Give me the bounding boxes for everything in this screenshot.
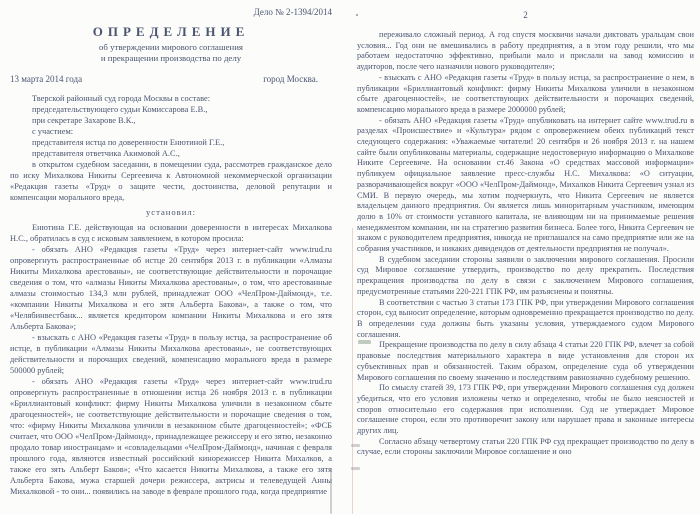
- court-composition-line: представителя ответчика Акимовой А.С.,: [32, 149, 180, 158]
- paragraph: В судебном заседании стороны заявили о заключении мирового соглашения. Просили суд Мировое соглашение утвердить, производство по делу прекратить. Последствия прекращения производства по делу в связи с заключением Мирового соглашения, предусмотренные статьями 220-221 ГПК РФ, им разъяснены и понятны.: [357, 254, 694, 296]
- paragraph: переживало сложный период. А год спустя москвичи начали диктовать уральцам свои условия... Год они не вмешивались в работу предприятия, а в этом году решили, что мы работаем недостаточно эффективно, прибыли мало и прислали на завод комиссию и аудиторов, после чего назначили нового руководителя»;: [357, 30, 694, 72]
- paragraph: По смыслу статей 39, 173 ГПК РФ, при утверждении Мирового соглашения суд должен убедиться, что его условия изложены четко и определенно, чтобы не было неясностей и споров относительно его содержания при исполнении. Суд не утверждает Мировое соглашение сторон, если это противоречит закону или нарушает права и законные интересы других лиц.: [357, 383, 694, 436]
- court-composition-line: председательствующего судьи Комиссарова Е.В.,: [32, 105, 208, 114]
- court-composition-line: с участием:: [32, 127, 74, 136]
- resolution-word: установил:: [145, 207, 196, 217]
- court-composition-line: Тверской районный суд города Москвы в составе:: [32, 94, 211, 103]
- paragraph: Согласно абзацу четвертому статьи 220 ГПК РФ суд прекращает производство по делу в случае, если стороны заключили Мировое соглашение и оно: [357, 436, 694, 457]
- paragraph: - обязать АНО «Редакция газеты «Труд» через интернет-сайт www.trud.ru опровергнуть распространенные в отношении истца 26 ноября 2013 г. в публикации «Бриллиантовый конфликт: фирму Никиты Михалкова уличили в незаконном сбыте драгоценностей», не соответствующие действительности и порочащие сведения о том, что: «фирму Никиты Михалкова уличили в незаконном сбыте драгоценностей»; «ФСБ считает, что ООО «ЧелПром-Даймонд», принадлежащее режиссеру и его зятю, незаконно продало товар иностранцам» и «совладельцами «ЧелПром-Даймонд», начиная с февраля прошлого года, являются известный российский кинорежиссер Никита Михалков, а также его зять Альберт Баков»; «Что касается Никиты Михалкова, а также его зятя Альберта Бакова, мужа старшей дочери режиссера, актрисы и телеведущей Анны Михалковой - то они... появились на заводе в феврале прошлого года, когда предприятие: [10, 377, 332, 496]
- scan-artifact-dot: [356, 14, 358, 16]
- paragraph: - обязать АНО «Редакция газеты «Труд» через интернет-сайт www.trud.ru опровергнуть распространенные об истце 20 сентября 2013 г. в публикации «Алмазы Никиты Михалкова арестованы», не соответствующие действительности и порочащие сведения о том, что «алмазы Никиты Михалкова арестованы», о том, что арестованные алмазы стоимостью 134,3 млн рублей, принадлежат ООО «ЧелПром-Даймонд», т.е. «компании Никиты Михалкова и его зятя Альберта Бакова», а также о том, что «Челябинвестбанк... является кредитором компании Никиты Михалкова и его зятя Альберта Бакова»;: [10, 245, 332, 331]
- page1-body: [10, 222, 332, 497]
- page-2: [357, 6, 694, 458]
- document-date: 13 марта 2014 года: [10, 74, 83, 84]
- paragraph: В соответствии с частью 3 статьи 173 ГПК РФ, при утверждении Мирового соглашения сторон, суд выносит определение, которым одновременно прекращается производство по делу. В определении суда должны быть указаны условия, утверждаемого судом Мирового соглашения.: [357, 297, 694, 339]
- document-subtitle-line1: об утверждении мирового соглашения: [99, 42, 243, 52]
- margin-mark-gray: [351, 467, 360, 470]
- case-number: Дело № 2-1394/2014: [253, 7, 332, 17]
- margin-mark-gray: [351, 444, 360, 447]
- court-composition: [10, 93, 332, 159]
- paragraph: Енютина Г.Е. действующая на основании доверенности в интересах Михалкова Н.С., обратилась в суд с исковым заявлением, в котором просила:: [10, 223, 332, 243]
- page-1: [10, 6, 332, 497]
- document-title: ОПРЕДЕЛЕНИЕ: [92, 24, 250, 39]
- page1-edge-shadow: [330, 468, 332, 514]
- paragraph: Прекращение производства по делу в силу абзаца 4 статьи 220 ГПК РФ, влечет за собой правовые последствия материального характера в виде установления для сторон их субъективных прав и обязанностей. Таким образом, определение суда об утверждении Мирового соглашения по своему значению и последствиям равнозначно судебному решению.: [357, 340, 694, 382]
- intro-paragraph: в открытом судебном заседании, в помещении суда, рассмотрев гражданское дело по иску Михалкова Никиты Сергеевича к Автономной некоммерческой организации «Редакция газеты «Труд» о защите чести, достоинства, деловой репутации и компенсации морального вреда,: [10, 160, 332, 202]
- margin-mark-green: [358, 340, 371, 344]
- paragraph: - взыскать с АНО «Редакция газеты «Труд» в пользу истца, за распространение о нем, в публикации «Бриллиантовый конфликт: фирму Никиты Михалкова уличили в незаконном сбыте драгоценностей», не соответствующих действительности и порочащих сведений, компенсацию морального вреда в размере 2000000 рублей;: [357, 72, 694, 114]
- page2-body: [357, 30, 694, 458]
- document-subtitle-line2: и прекращении производства по делу: [100, 53, 242, 63]
- paragraph: - взыскать с АНО «Редакция газеты «Труд» в пользу истца, за распространение об истце, в публикации «Алмазы Никиты Михалкова арестованы», не соответствующих действительности и порочащих сведений, компенсацию морального вреда в размере 500000 рублей;: [10, 333, 332, 375]
- court-composition-line: представителя истца по доверенности Енютиной Г.Е.,: [32, 138, 225, 147]
- date-row: [10, 74, 332, 85]
- page-number: 2: [523, 10, 528, 20]
- court-composition-line: при секретаре Захарове В.К.,: [32, 116, 136, 125]
- document-city: город Москва.: [263, 74, 318, 84]
- page2-edge-shadow: [352, 228, 353, 514]
- paragraph: - обязать АНО «Редакция газеты «Труд» опубликовать на интернет сайте www.trud.ru в разделах «Происшествие» и «Культура» рядом с опровержением обеих публикаций текст следующего содержания: «Уважаемые читатели! 20 сентября и 26 ноября 2013 г. на нашем сайте были опубликованы материалы, содержащие недостоверную информацию о Михалкове Никите Сергеевиче. На основании ст.46 Закона «О средствах массовой информации» публикуем официальное заявление пресс-службы Н.С. Михалкова: «О ситуации, разворачивающейся вокруг «ООО «ЧелПром-Даймонд», Михалков Никита Сергеевич узнал из СМИ. В первую очередь, мы хотим подчеркнуть, что Никита Сергеевич не является владельцем данного предприятия. Он является лишь миноритарным участником, имеющим долю в 10% от стоимости уставного капитала, не влияющим ни на принимаемые решения менеджментом компании, ни на стратегию развития бизнеса. Более того, Никита Сергеевич не знаком с руководителем предприятия, никогда не приглашался на само предприятие или же на собрания участников, и никаких дивидендов от деятельности предприятия не получал».: [357, 115, 694, 254]
